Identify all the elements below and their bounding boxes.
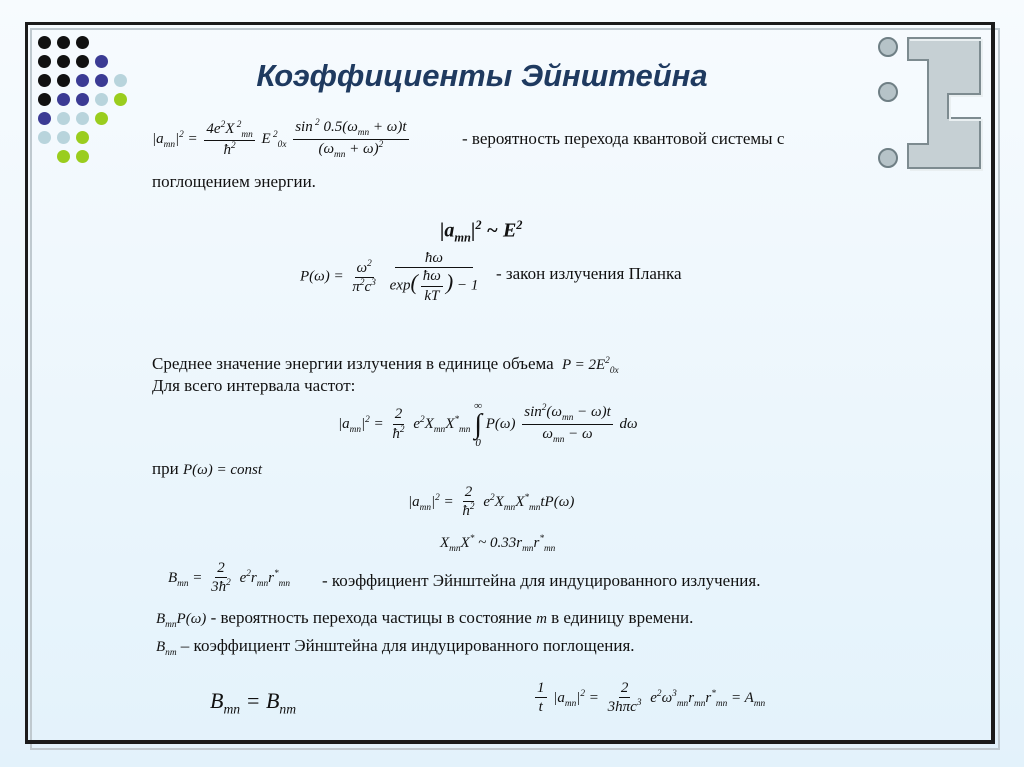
- decorative-dot: [57, 93, 70, 106]
- formula-planck: P(ω) = $\frac{\omega^2}{\pi^2c^3}$ ħω exp( $\frac{ħ\omega}{kT}$ ) − 1: [300, 250, 479, 304]
- decorative-dot: [57, 150, 70, 163]
- decorative-dot: [38, 93, 51, 106]
- formula-bmn: $B_{mn}$ = $\frac{2}{3ħ^2}$ $e^2r_{mn}r^*_{mn}$: [168, 560, 290, 596]
- decorative-dot: [38, 131, 51, 144]
- text-planck-law: - закон излучения Планка: [496, 264, 682, 283]
- formula-matrix-element: $X_{mn}X^*$ ~ $0.33r_{mn}r^*_{mn}$: [440, 534, 556, 554]
- text-state-m: m: [536, 611, 547, 627]
- text-average-energy: Среднее значение энергии излучения в единице объема $P = 2E^2_{0x}$: [152, 354, 619, 376]
- text-transition-rate-label: - вероятность перехода частицы в состояние: [210, 608, 532, 627]
- text-absorption: поглощением энергии.: [152, 172, 316, 191]
- text-bnm-label: – коэффициент Эйнштейна для индуцированного поглощения.: [180, 636, 635, 655]
- text-frequency-interval: Для всего интервала частот:: [152, 376, 356, 395]
- formula-b-equality: $B_{mn} = B_{nm}$: [210, 688, 297, 717]
- slide-title: Коэффициенты Эйнштейна: [256, 58, 708, 93]
- text-at-condition: при P(ω) = const: [152, 459, 262, 478]
- decorative-dot: [57, 131, 70, 144]
- decorative-dot: [76, 36, 89, 49]
- formula-final: $\frac{1}{t}$ $|a_{mn}|^2$ = $\frac{2}{3h\pi c^3}$ $e^2\omega^3_{mn}r_{mn}r^*_{mn} = A_{mn}$: [537, 680, 766, 716]
- formula-integral: $|a_{mn}|^2$ = $\frac{2}{ħ^2}$ $e^2X_{mn}X^*_{mn}$ ∞ ∫ 0 P(ω) $\frac{\sin^2(\omega_{mn} - \omega)t}{\omega_{mn} - \omega}$ dω: [338, 400, 638, 450]
- decorative-dot: [57, 36, 70, 49]
- decorative-dot: [38, 112, 51, 125]
- text-transition-rate-end: в единицу времени.: [551, 608, 694, 627]
- text-transition-probability: - вероятность перехода квантовой системы с: [462, 129, 785, 148]
- text-average-energy-label: Среднее значение энергии излучения в единице объема: [152, 354, 554, 373]
- decorative-dot: [38, 36, 51, 49]
- decorative-dot: [76, 93, 89, 106]
- decorative-dot: [57, 112, 70, 125]
- decorative-dot: [95, 93, 108, 106]
- decorative-dot: [76, 112, 89, 125]
- decorative-dot: [76, 131, 89, 144]
- formula-transition-probability: $|a_{mn}|^2$ = $\frac{4e^2X ^2_{mn}}{ħ^2}$ E $^2_{0x}$ $\frac{\sin ^2 0.5(\omega_{mn} + \omega)t}{(\omega_{mn} + \omega)^2}$: [152, 118, 407, 160]
- formula-constant-case: $|a_{mn}|^2$ = $\frac{2}{ħ^2}$ $e^2X_{mn}X^*_{mn}tP(\omega)$: [408, 484, 575, 520]
- text-bmn-description: - коэффициент Эйнштейна для индуцированного излучения.: [322, 571, 761, 590]
- formula-proportional: $|a_{mn}|^2$ ~ $E^2$: [440, 218, 523, 245]
- decorative-dot: [114, 93, 127, 106]
- decorative-dot: [76, 150, 89, 163]
- text-bnm-description: $B_{nm}$ – коэффициент Эйнштейна для индуцированного поглощения.: [156, 636, 635, 658]
- decorative-dot: [95, 112, 108, 125]
- text-transition-rate: $B_{mn}P(\omega)$ - вероятность перехода частицы в состояние m в единицу времени.: [156, 608, 694, 630]
- text-at-label: при: [152, 459, 179, 478]
